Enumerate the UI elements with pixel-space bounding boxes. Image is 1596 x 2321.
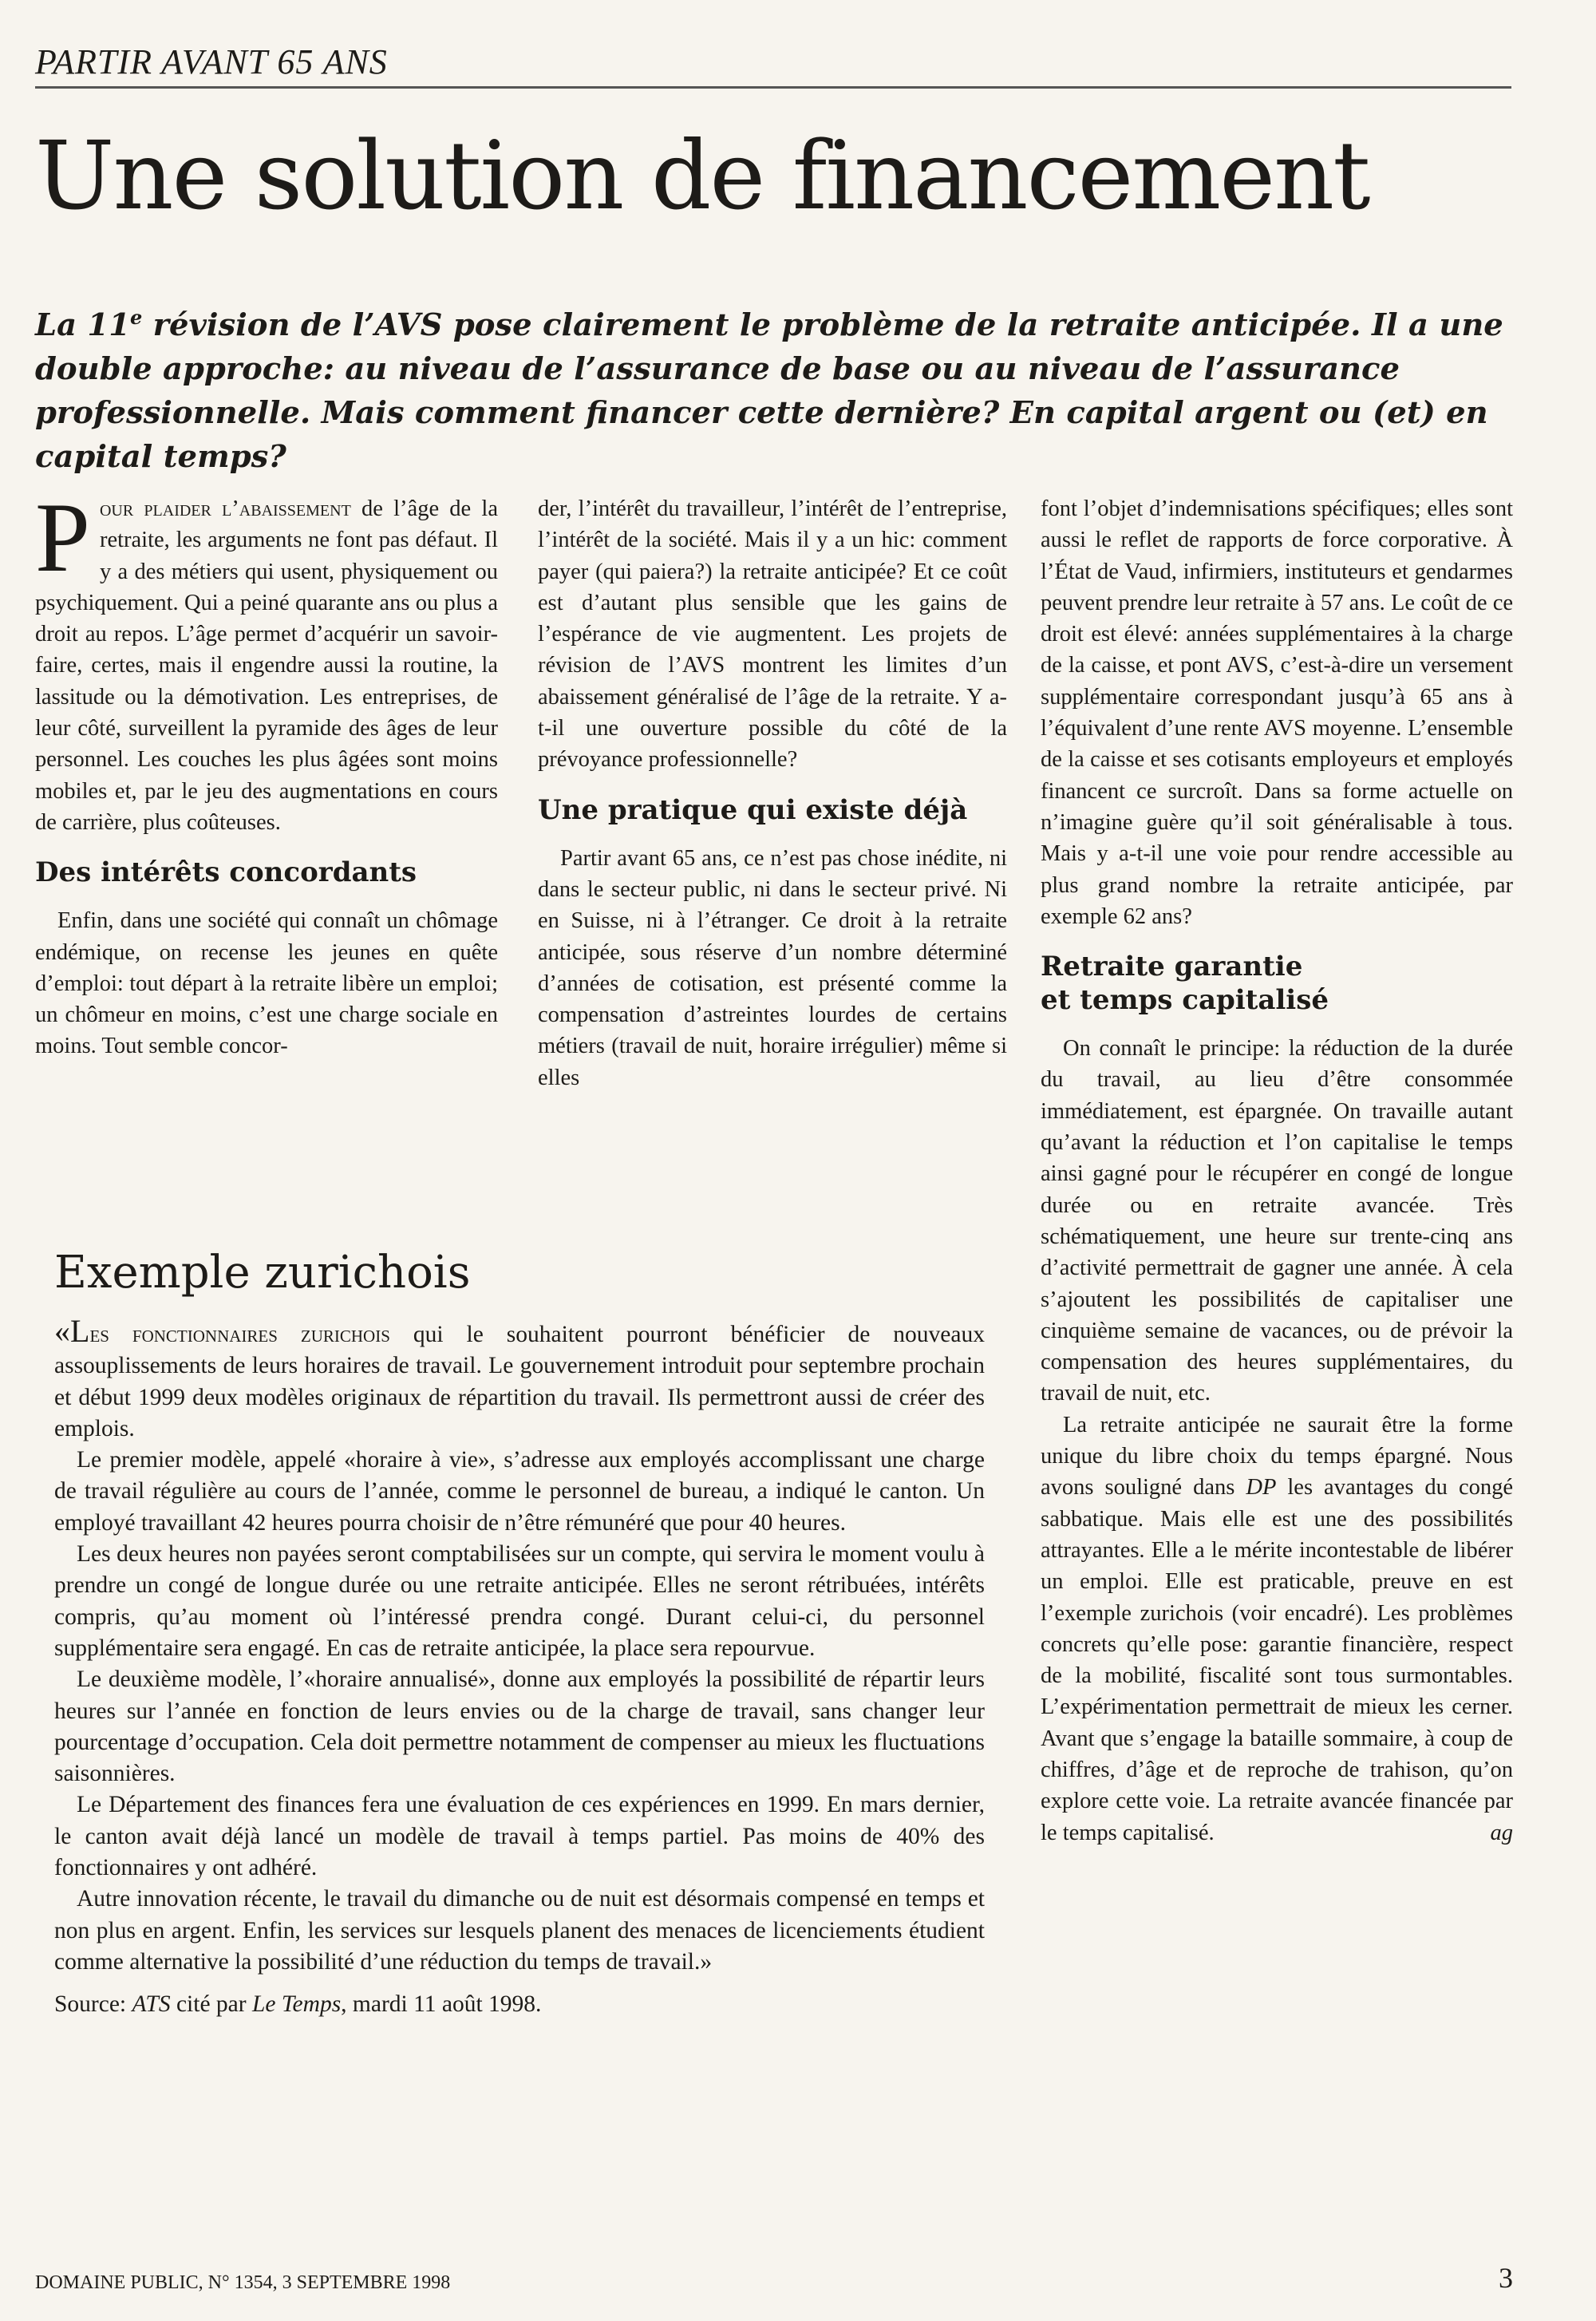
- paragraph: On connaît le principe: la réduction de la durée du travail, au lieu d’être consommée immédiatement, est épargnée. On travaille autant qu’avant la réduction et l’on capitalise le temps ainsi gagné pour le récupérer en congé de longue durée ou en retraite avancée. Très schématiquement, une heure sur trente-cinq ans d’activité permettrait de gagner une année. À cela s’ajoutent les possibilités de capitaliser une cinquième semaine de vacances, ou de prévoir la compensation des heures supplémentaires, du travail de nuit, etc.: [1041, 1036, 1513, 1406]
- paragraph: Les deux heures non payées seront comptabilisées sur un compte, qui servira le moment voulu à prendre un congé de longue durée ou une retraite anticipée. Elles ne seront rétribuées, intérêts compris, qu’au moment où l’intéressé prendra congé. Durant celui-ci, du personnel supplémentaire sera engagé. En cas de retraite anticipée, la place sera repourvue.: [54, 1541, 985, 1661]
- article-column-1: [35, 483, 498, 1062]
- page-footer: [35, 2262, 1513, 2295]
- sidebar-box: [35, 1245, 985, 2195]
- sidebar-source: Source: ATS cité par Le Temps, mardi 11 août 1998.: [54, 1991, 542, 2018]
- subhead-pratique: Une pratique qui existe déjà: [538, 793, 968, 826]
- intro-paragraph: Pour plaider l’abaissement de l’âge de la retraite, les arguments ne font pas défaut. Il y a des métiers qui usent, physiquement ou psychiquement. Qui a peiné quarante ans ou plus a droit au repos. L’âge permet d’acquérir un savoir-faire, certes, mais il engendre aussi la routine, la lassitude ou la démotivation. Les entreprises, de leur côté, surveillent la pyramide des âges de leur personnel. Les couches les plus âgées sont moins mobiles et, par le jeu des augmentations en cours de carrière, plus coûteuses.: [35, 483, 498, 835]
- sidebar-body: [54, 1315, 985, 2021]
- subhead-interets: Des intérêts concordants: [35, 856, 417, 889]
- paragraph: Partir avant 65 ans, ce n’est pas chose inédite, ni dans le secteur public, ni dans le secteur privé. Ni en Suisse, ni à l’étranger. Ce droit à la retraite anticipée, sous réserve d’un nombre déterminé d’années de cotisation, est présenté comme la compensation d’astreintes lourdes de certains métiers (travail de nuit, horaire irrégulier) même si elles: [538, 845, 1007, 1090]
- paragraph: font l’objet d’indemnisations spécifiques; elles sont aussi le reflet de rapports de force corporative. À l’État de Vaud, infirmiers, instituteurs et gendarmes peuvent prendre leur retraite à 57 ans. Le coût de ce droit est élevé: années supplémentaires à la charge de la caisse, et pont AVS, c’est-à-dire un versement supplémentaire correspondant jusqu’à 65 ans à l’équivalent d’une rente AVS moyenne. L’ensemble de la caisse et ses cotisants employeurs et employés financent ce surcroît. Dans sa forme actuelle on n’imagine guère qu’il soit généralisable à tous. Mais y a-t-il une voie pour rendre accessible au plus grand nombre la retraite anticipée, par exemple 62 ans?: [1041, 496, 1513, 929]
- paragraph: Autre innovation récente, le travail du dimanche ou de nuit est désormais compensé en temps et non plus en argent. Enfin, les services sur lesquels planent des menaces de licenciements étudient comme alternative la possibilité d’une réduction du temps de travail.»: [54, 1886, 985, 1975]
- article-headline: Une solution de financement: [35, 121, 1369, 231]
- paragraph: Le Département des finances fera une évaluation de ces expériences en 1999. En mars dernier, le canton avait déjà lancé un modèle de travail à temps partiel. Pas moins de 40% des fonctionnaires y ont adhéré.: [54, 1792, 985, 1881]
- paragraph: Le premier modèle, appelé «horaire à vie», s’adresse aux employés accomplissant une charge de travail régulière au cours de l’année, comme le personnel de bureau, a indiqué le canton. Un employé travaillant 42 heures pourra choisir de n’être rémunéré que pour 40 heures.: [54, 1447, 985, 1536]
- subhead-retraite-garantie: Retraite garantie et temps capitalisé: [1041, 951, 1329, 1017]
- page-number: 3: [1499, 2262, 1513, 2294]
- section-kicker: PARTIR AVANT 65 ANS: [35, 40, 1511, 89]
- sidebar-title: Exemple zurichois: [54, 1247, 471, 1299]
- article-column-3: [1041, 493, 1513, 1848]
- paragraph: der, l’intérêt du travailleur, l’intérêt de l’entreprise, l’intérêt de la société. Mais il y a un hic: comment payer (qui paiera?) la retraite anticipée? Et ce coût est d’autant plus sensible que les gains de l’espérance de vie augmentent. Les projets de révision de l’AVS montrent les limites d’un abaissement généralisé de l’âge de la retraite. Y a-t-il une ouverture possible du côté de la prévoyance professionnelle?: [538, 496, 1007, 773]
- drop-cap: P: [35, 483, 90, 592]
- publication-info: DOMAINE PUBLIC, N° 1354, 3 SEPTEMBRE 1998: [35, 2272, 451, 2293]
- author-signature: ag: [1490, 1820, 1513, 1845]
- paragraph: Le deuxième modèle, l’«horaire annualisé», donne aux employés la possibilité de répartir leurs heures sur l’année en fonction de leurs envies ou de la charge de travail, sans changer leur pourcentage d’occupation. Cela doit permettre notamment de compenser au mieux les fluctuations saisonnières.: [54, 1667, 985, 1787]
- article-lead: La 11e révision de l’AVS pose clairement le problème de la retraite anticipée. Il a une double approche: au niveau de l’assurance de base ou au niveau de l’assurance professionnelle. Mais comment financer cette dernière? En capital argent ou (et) en capital temps?: [35, 306, 1503, 475]
- paragraph: La retraite anticipée ne saurait être la forme unique du libre choix du temps épargné. Nous avons souligné dans DP les avantages du congé sabbatique. Mais elle est une des possibilités attrayantes. Elle a le mérite incontestable de libérer un emploi. Elle est praticable, preuve en est l’exemple zurichois (voir encadré). Les problèmes concrets qu’elle pose: garantie financière, respect de la mobilité, fiscalité sont tous surmontables. L’expérimentation permettrait de mieux les cerner. Avant que s’engage la bataille sommaire, à coup de chiffres, d’âge et de reproche de trahison, qu’on explore cette voie. La retraite avancée financée par le temps capitalisé. ag: [1041, 1410, 1513, 1848]
- article-column-2: [538, 493, 1007, 1093]
- paragraph: «Les fonctionnaires zurichois qui le souhaitent pourront bénéficier de nouveaux assouplissements de leurs horaires de travail. Le gouvernement introduit pour septembre prochain et début 1999 deux modèles originaux de répartition du travail. Ils permettront aussi de créer des emplois.: [54, 1313, 985, 1441]
- paragraph: Enfin, dans une société qui connaît un chômage endémique, on recense les jeunes en quête d’emploi: tout départ à la retraite libère un emploi; un chômeur en moins, c’est une charge sociale en moins. Tout semble concor-: [35, 908, 498, 1059]
